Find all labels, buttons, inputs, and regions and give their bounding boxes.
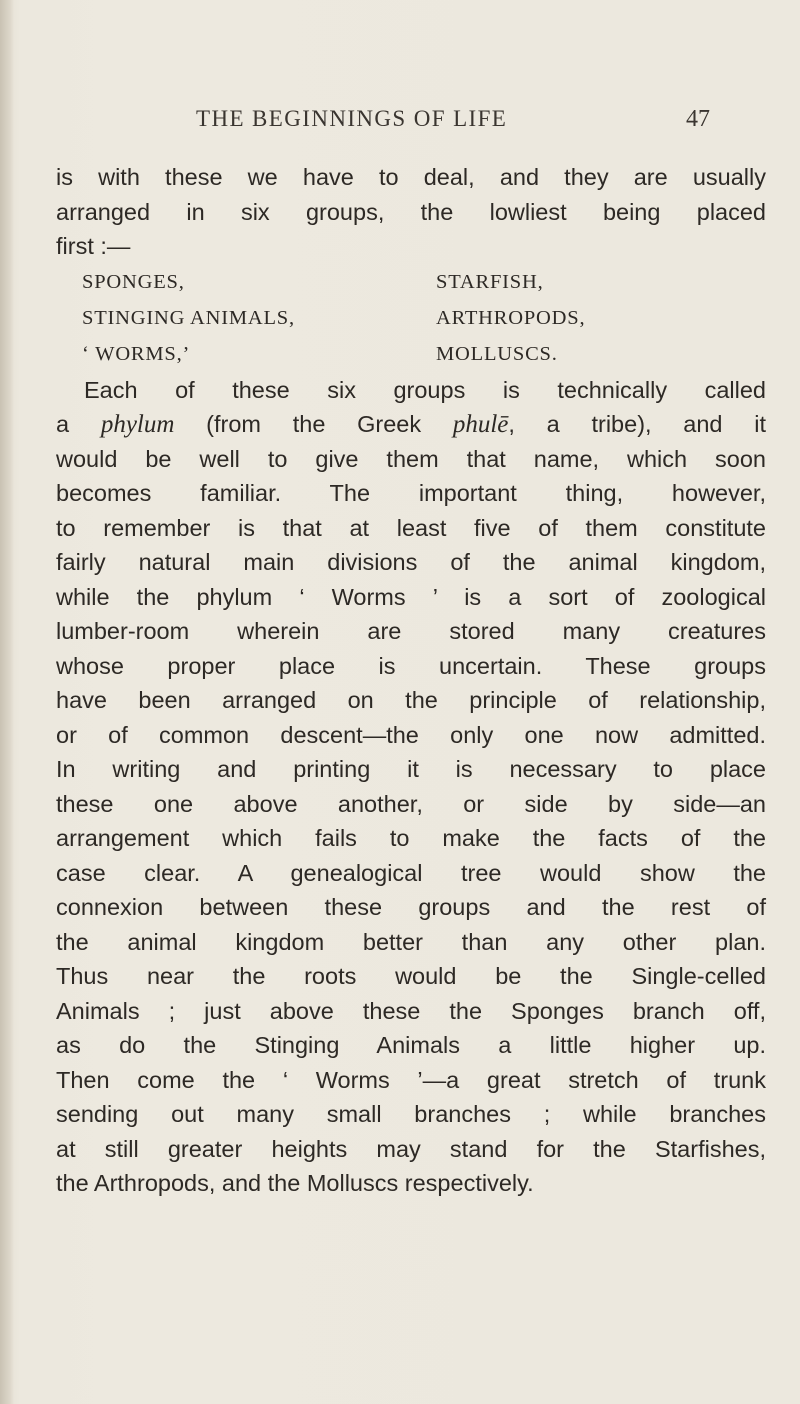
paragraph-line: whose proper place is uncertain. These groups <box>56 652 766 679</box>
paragraph-line <box>56 407 766 442</box>
paragraph-text: (from the Greek <box>174 411 453 437</box>
paragraph-line: the animal kingdom better than any other plan. <box>56 928 766 955</box>
paragraph-line: Thus near the roots would be the Single-celled <box>56 963 766 989</box>
group-molluscs: MOLLUSCS. <box>436 342 558 365</box>
paragraph-line: or of common descent—the only one now admitted. <box>56 721 766 748</box>
page-number: 47 <box>686 106 710 132</box>
paragraph-line: as do the Stinging Animals a little higher up. <box>56 1032 766 1058</box>
group-worms: ‘ WORMS,’ <box>82 342 191 365</box>
paragraph-line: the Arthropods, and the Molluscs respectively. <box>56 1170 534 1196</box>
group-stinging-animals: STINGING ANIMALS, <box>82 306 295 329</box>
body-text <box>56 160 766 1201</box>
paragraph-line: would be well to give them that name, which soon <box>56 445 766 472</box>
paragraph-line: fairly natural main divisions of the animal kingdom, <box>56 549 766 575</box>
paragraph-line: sending out many small branches ; while branches <box>56 1101 766 1127</box>
paragraph-line: these one above another, or side by side—an <box>56 790 766 817</box>
paragraph-line: connexion between these groups and the rest of <box>56 894 766 920</box>
paragraph-line: lumber-room wherein are stored many creatures <box>56 618 766 644</box>
paragraph-line: arrangement which fails to make the facts of the <box>56 825 766 851</box>
paragraph-text: a <box>56 411 101 437</box>
paragraph-line: case clear. A genealogical tree would show the <box>56 859 766 886</box>
intro-line-2: arranged in six groups, the lowliest being placed <box>56 198 766 225</box>
running-head <box>0 106 800 136</box>
term-phule: phulē <box>452 411 509 438</box>
intro-line-3: first :— <box>56 233 131 259</box>
intro-line-1: is with these we have to deal, and they are usually <box>56 164 766 190</box>
group-sponges: SPONGES, <box>82 270 185 293</box>
paragraph-line: at still greater heights may stand for the Starfishes, <box>56 1135 766 1162</box>
group-arthropods: ARTHROPODS, <box>436 306 586 329</box>
term-phylum: phylum <box>100 411 175 438</box>
paragraph-line: Each of these six groups is technically called <box>84 376 766 403</box>
paragraph-line: becomes familiar. The important thing, however, <box>56 480 766 506</box>
paragraph-line: In writing and printing it is necessary to place <box>56 756 766 782</box>
paragraph-line: while the phylum ‘ Worms ’ is a sort of zoological <box>56 583 766 610</box>
page-gutter-shadow <box>0 0 14 1404</box>
phyla-list <box>56 265 766 371</box>
paragraph-line: to remember is that at least five of them constitute <box>56 514 766 541</box>
group-starfish: STARFISH, <box>436 270 544 293</box>
paragraph-line: Then come the ‘ Worms ’—a great stretch of trunk <box>56 1066 766 1093</box>
running-title: THE BEGINNINGS OF LIFE <box>196 106 508 131</box>
paragraph-line: Animals ; just above these the Sponges branch off, <box>56 997 766 1024</box>
paragraph-line: have been arranged on the principle of relationship, <box>56 687 766 713</box>
main-paragraph <box>56 373 766 1201</box>
paragraph-text: , a tribe), and it <box>508 411 766 437</box>
